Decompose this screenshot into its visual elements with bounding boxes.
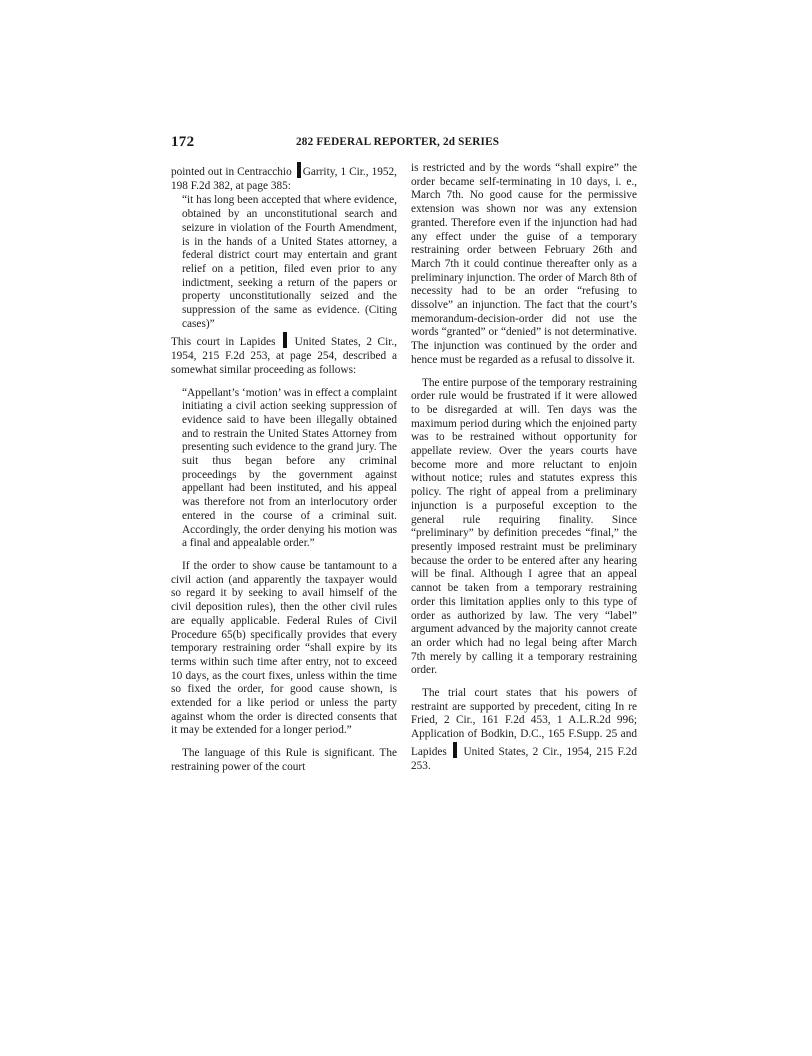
- block-quote-centracchio: “it has long been accepted that where evidence, obtained by an unconstitutional search and seizure in violation of the Fourth Amendment, is in the hands of a United States attorney, a federal district court may entertain and grant relief on a petition, filed even prior to any indictment, seeking a return of the papers or property unconstitutionally seized and the suppression of the same as evidence. (Citing cases)”: [182, 194, 397, 330]
- text-segment: Garrity, 1 Cir., 1952, 198 F.2d 382, at page 385:: [171, 166, 398, 192]
- paragraph-centracchio: [171, 162, 397, 193]
- text-segment: The trial court states that his powers of restraint are supported by precedent, citing In re Fried, 2 Cir., 161 F.2d 453, 1 A.L.R.2d 996; Application of Bodkin, D.C., 165 F.Supp. 25 and Lapides: [411, 687, 637, 758]
- block-quote-lapides: “Appellant’s ‘motion’ was in effect a complaint initiating a civil action seeking suppression of evidence said to have been illegally obtained and to restrain the United States Attorney from presenting such evidence to the grand jury. The suit thus began before any criminal proceedings by the government against appellant had been instituted, and his appeal was therefore not from an interlocutory order entered in the course of a criminal suit. Accordingly, the order denying his motion was a final and appealable order.”: [182, 386, 397, 550]
- text-segment: United States, 2 Cir., 1954, 215 F.2d 253.: [411, 745, 637, 772]
- right-column: [411, 162, 637, 773]
- paragraph-entire-purpose: The entire purpose of the temporary restraining order rule would be frustrated if it were allowed to be disregarded at will. Ten days was the maximum period during which the enjoined party was to be restrained without opportunity for appellate review. Over the years courts have become more and more reluctant to enjoin without notice; rules and statutes express this policy. The right of appeal from a preliminary injunction is a purposeful exception to the general rule requiring finality. Since “preliminary” by definition precedes “final,” the presently imposed restraint must be preliminary because the order to be entered after any hearing will be final. Although I agree that an appeal cannot be taken from a temporary restraining order this limitation applies only to this type of order as authorized by law. The very “label” argument advanced by the majority cannot create an order which had no legal being after March 7th merely by calling it a temporary restraining order.: [411, 376, 637, 677]
- paragraph-civil-rules: If the order to show cause be tantamount to a civil action (and apparently the taxpayer would so regard it by seeking to avail himself of the civil deposition rules), then the other civil rules are equally applicable. Federal Rules of Civil Procedure 65(b) specifically provides that every temporary restraining order “shall expire by its terms within such time after entry, not to exceed 10 days, as the court fixes, unless within the time so fixed the order, for good cause shown, is extended for a like period or unless the party against whom the order is directed consents that it may be extended for a longer period.”: [171, 559, 397, 737]
- text-segment: This court in Lapides: [171, 336, 276, 349]
- paragraph-trial-court: [411, 687, 637, 773]
- left-column: [171, 162, 397, 775]
- paragraph-lapides: [171, 332, 397, 377]
- paragraph-restricted: is restricted and by the words “shall expire” the order became self-terminating in 10 days, i. e., March 7th. No good cause for the permissive extension was shown nor was any extension granted. Therefore even if the injunction had had any effect under the guise of a temporary restraining order between February 26th and March 7th it could continue thereafter only as a preliminary injunction. The order of March 8th of necessity had to be an order “refusing to dissolve” an injunction. The fact that the court’s memorandum-decision-order did not use the words “granted” or “denied” is not determinative. The injunction was continued by the order and hence must be regarded as a refusal to dissolve it.: [411, 162, 637, 366]
- redaction-mark: [297, 162, 301, 178]
- text-segment: United States, 2 Cir., 1954, 215 F.2d 253, at page 254, described a somewhat similar proceeding as follows:: [171, 336, 397, 376]
- redaction-mark: [283, 332, 287, 348]
- redaction-mark: [453, 742, 457, 758]
- paragraph-rule-language: The language of this Rule is significant. The restraining power of the court: [171, 747, 397, 773]
- text-segment: pointed out in Centracchio: [171, 166, 292, 178]
- page-number: 172: [171, 134, 195, 150]
- running-head: 282 FEDERAL REPORTER, 2d SERIES: [296, 136, 500, 148]
